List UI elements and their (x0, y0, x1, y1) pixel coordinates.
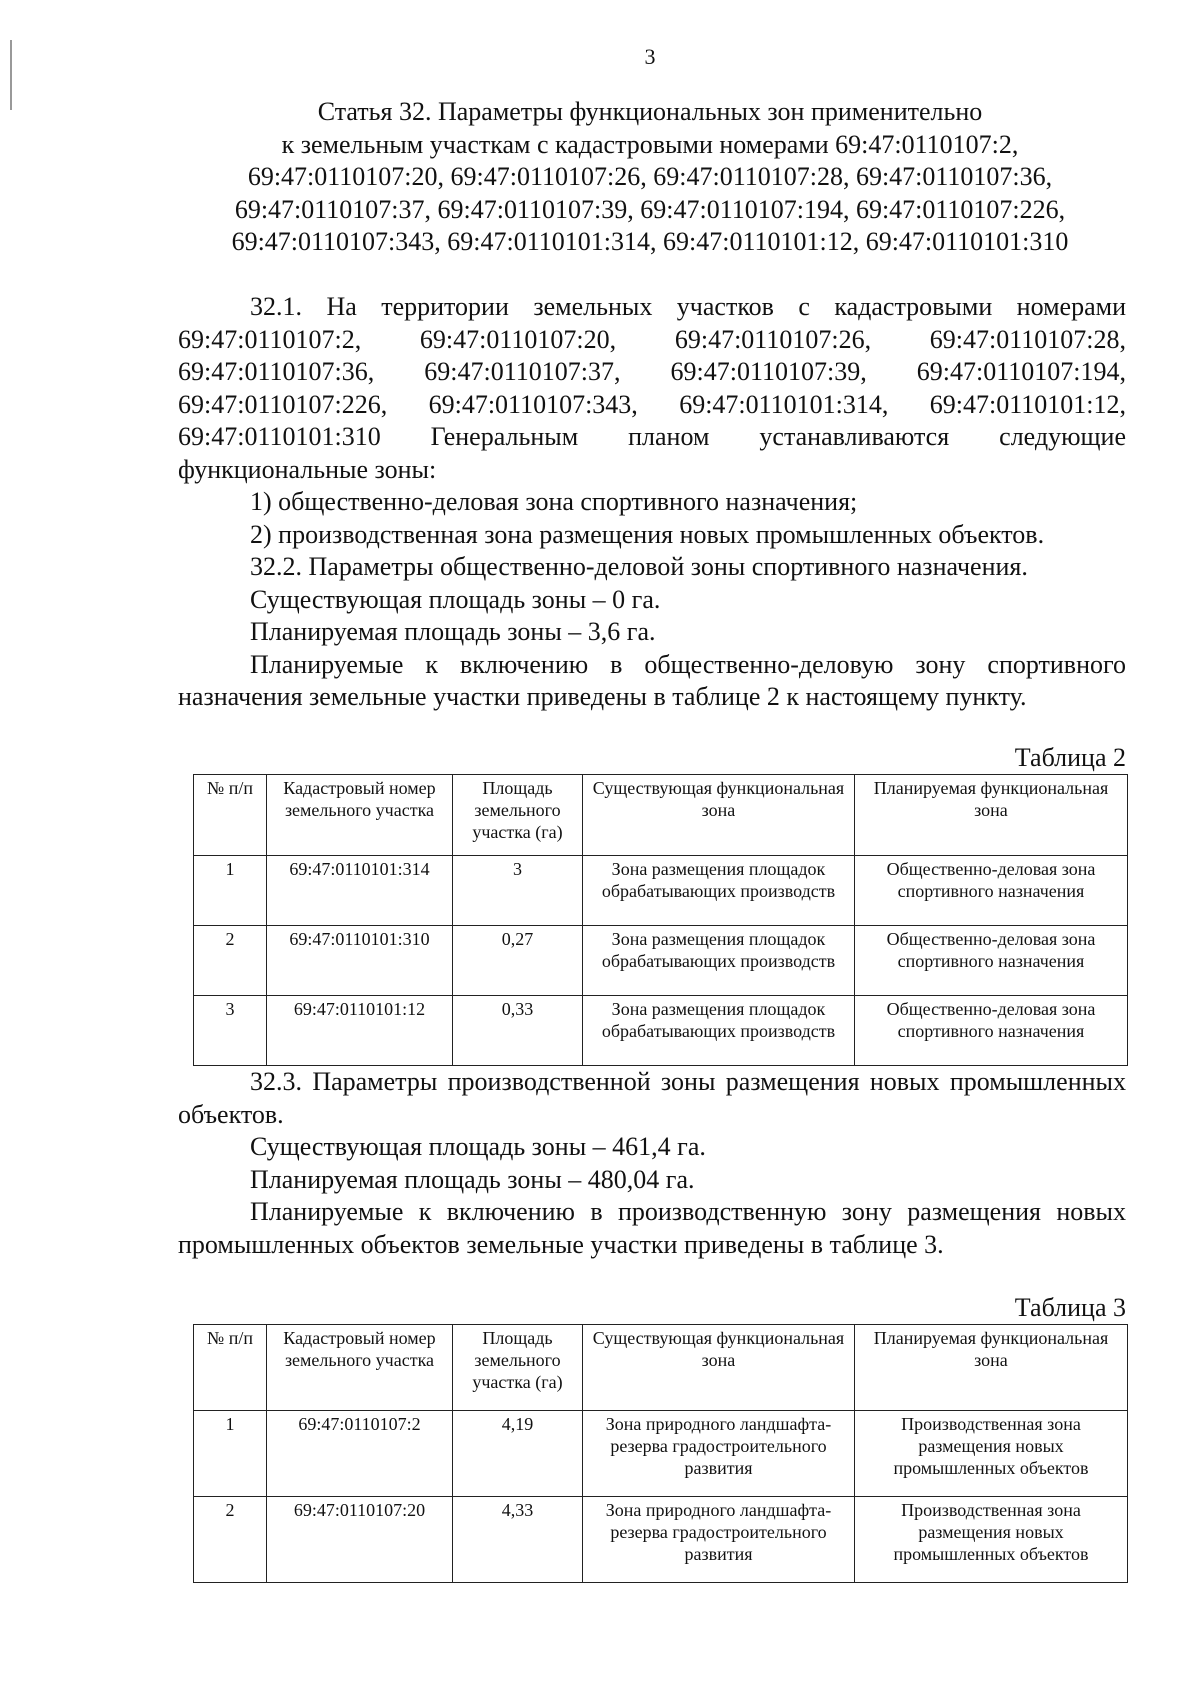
cell-existing-zone: Зона размещения площадок обрабатывающих производств (583, 996, 855, 1066)
table-3 (193, 1324, 1128, 1583)
cell-planned-zone: Общественно-деловая зона спортивного назначения (855, 856, 1128, 926)
heading-line: Статья 32. Параметры функциональных зон применительно (317, 97, 983, 126)
existing-area: Существующая площадь зоны – 0 га. (250, 584, 661, 614)
table-2-reference: Планируемые к включению в общественно-деловую зону спортивного назначения земельные участки приведены в таблице 2 к настоящему пункту. (178, 649, 1126, 711)
table-row (194, 1411, 1128, 1497)
planned-area: Планируемая площадь зоны – 480,04 га. (250, 1164, 695, 1194)
cell-existing-zone: Зона размещения площадок обрабатывающих производств (583, 926, 855, 996)
table-header-row (194, 775, 1128, 856)
cell-existing-zone: Зона природного ландшафта-резерва градостроительного развития (583, 1411, 855, 1497)
section-32-3-block (178, 1066, 1126, 1261)
section-32-3-title: 32.3. Параметры производственной зоны размещения новых промышленных объектов. (178, 1067, 1126, 1129)
header-cell-cadastral: Кадастровый номер земельного участка (267, 775, 453, 856)
header-cell-area: Площадь земельного участка (га) (453, 1325, 583, 1411)
cell-number: 1 (194, 856, 267, 926)
heading-line: 69:47:0110107:20, 69:47:0110107:26, 69:47:0110107:28, 69:47:0110107:36, (247, 162, 1053, 191)
cell-existing-zone: Зона природного ландшафта-резерва градостроительного развития (583, 1497, 855, 1583)
table-2-caption: Таблица 2 (1014, 743, 1126, 772)
header-cell-number: № п/п (194, 1325, 267, 1411)
header-cell-existing-zone: Существующая функциональная зона (583, 1325, 855, 1411)
heading-line: 69:47:0110107:343, 69:47:0110101:314, 69:47:0110101:12, 69:47:0110101:310 (231, 227, 1069, 256)
cell-area: 0,33 (453, 996, 583, 1066)
cell-planned-zone: Общественно-деловая зона спортивного назначения (855, 926, 1128, 996)
zone-list-item: 1) общественно-деловая зона спортивного назначения; (250, 487, 858, 516)
cell-cadastral: 69:47:0110107:20 (267, 1497, 453, 1583)
zone-list-item: 2) производственная зона размещения новых промышленных объектов. (250, 519, 1045, 549)
article-heading (150, 96, 1150, 259)
heading-line: 69:47:0110107:37, 69:47:0110107:39, 69:47:0110107:194, 69:47:0110107:226, (234, 194, 1066, 224)
cell-number: 3 (194, 996, 267, 1066)
table-row (194, 996, 1128, 1066)
header-cell-planned-zone: Планируемая функциональная зона (855, 775, 1128, 856)
header-cell-existing-zone: Существующая функциональная зона (583, 775, 855, 856)
header-cell-cadastral: Кадастровый номер земельного участка (267, 1325, 453, 1411)
cell-planned-zone: Общественно-деловая зона спортивного назначения (855, 996, 1128, 1066)
cell-area: 4,19 (453, 1411, 583, 1497)
table-row (194, 926, 1128, 996)
table-row (194, 1497, 1128, 1583)
header-cell-area: Площадь земельного участка (га) (453, 775, 583, 856)
header-cell-planned-zone: Планируемая функциональная зона (855, 1325, 1128, 1411)
heading-line: к земельным участкам с кадастровыми номерами 69:47:0110107:2, (281, 129, 1019, 159)
existing-area: Существующая площадь зоны – 461,4 га. (250, 1132, 706, 1161)
cell-planned-zone: Производственная зона размещения новых промышленных объектов (855, 1497, 1128, 1583)
table-header-row (194, 1325, 1128, 1411)
cell-area: 4,33 (453, 1497, 583, 1583)
cell-number: 2 (194, 926, 267, 996)
section-32-2-title: 32.2. Параметры общественно-деловой зоны спортивного назначения. (250, 552, 1028, 581)
cell-cadastral: 69:47:0110101:310 (267, 926, 453, 996)
cell-number: 2 (194, 1497, 267, 1583)
table-3-caption: Таблица 3 (1014, 1293, 1126, 1322)
cell-cadastral: 69:47:0110107:2 (267, 1411, 453, 1497)
cell-area: 3 (453, 856, 583, 926)
section-32-1-intro: 32.1. На территории земельных участков с кадастровыми номерами 69:47:0110107:2, 69:47:0110107:20, 69:47:0110107:26, 69:47:0110107:28, 69:47:0110107:36, 69:47:0110107:37, 69:47:0110107:39, 69:47:0110107:194, 69:47:0110107:226, 69:47:0110107:343, 69:47:0110101:314, 69:47:0110101:12, 69:47:0110101:310 Генеральным планом устанавливаются следующие функциональные зоны: (178, 292, 1126, 484)
cell-planned-zone: Производственная зона размещения новых промышленных объектов (855, 1411, 1128, 1497)
table-3-reference: Планируемые к включению в производственную зону размещения новых промышленных объектов земельные участки приведены в таблице 3. (178, 1197, 1126, 1259)
cell-existing-zone: Зона размещения площадок обрабатывающих производств (583, 856, 855, 926)
cell-cadastral: 69:47:0110101:12 (267, 996, 453, 1066)
page-number: 3 (644, 44, 656, 69)
cell-area: 0,27 (453, 926, 583, 996)
cell-number: 1 (194, 1411, 267, 1497)
header-cell-number: № п/п (194, 775, 267, 856)
table-row (194, 856, 1128, 926)
cell-cadastral: 69:47:0110101:314 (267, 856, 453, 926)
section-32-1-block (178, 291, 1126, 714)
planned-area: Планируемая площадь зоны – 3,6 га. (250, 617, 656, 646)
table-2 (193, 774, 1128, 1066)
